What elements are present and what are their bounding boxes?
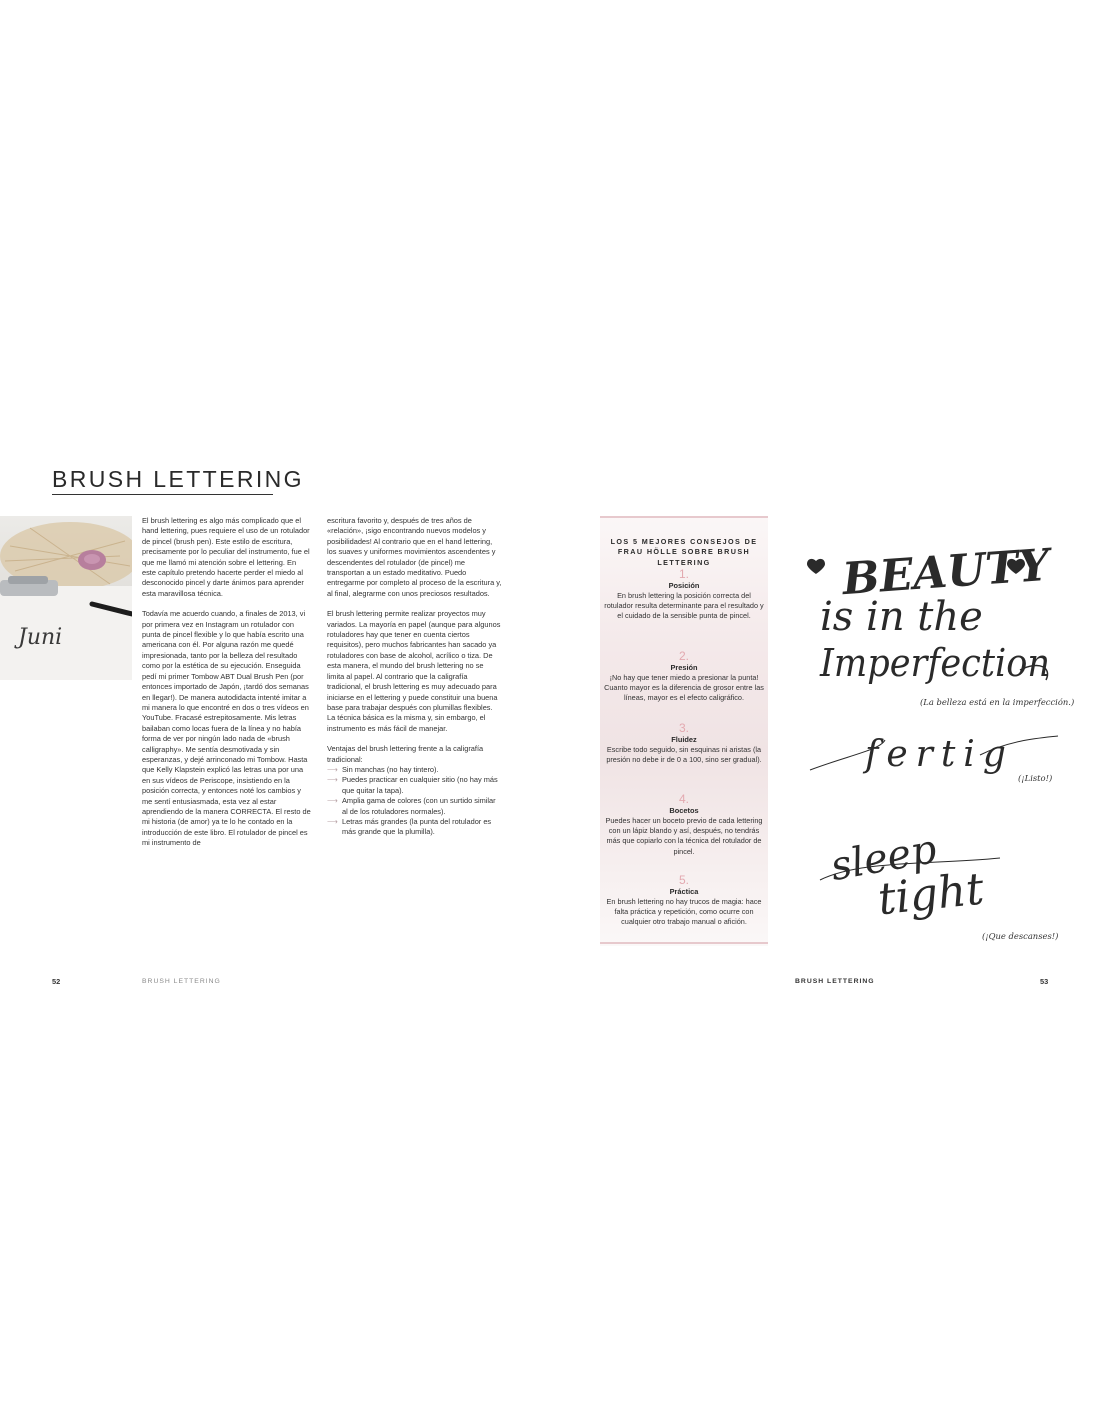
page-number-left: 52 [52,977,61,986]
paragraph: El brush lettering es algo más complicado que el hand lettering, pues requiere el uso de un rotulador de pincel (brush pen). Este estilo de escritura, precisamente por lo peculiar del instrumento, fue el que me llamó mi atención sobre el lettering. En este capítulo pretendo hacerte perder el miedo al desconocido pincel y darte ánimos para aprender esta maravillosa técnica. [142,516,310,598]
tips-top-rule [600,516,768,518]
list-item: ⟶ Amplia gama de colores (con un surtido similar al de los rotuladores normales). [327,796,496,816]
tip-number: 2. [678,649,689,663]
tip-text: Puedes hacer un boceto previo de cada lettering con un lápiz blando y así, después, no tendrás más que copiarlo con la técnica del rotulador de pincel. [605,816,763,856]
tip-item [602,722,766,765]
tips-title: LOS 5 MEJORES CONSEJOS DE FRAU HÖLLE SOBRE BRUSH LETTERING [610,537,758,567]
tip-item [602,650,766,704]
lettering-artwork [790,510,1070,960]
lettering-tight: tight [875,863,987,926]
photo-text: Juni [18,625,63,650]
tip-number: 4. [678,792,689,806]
list-item: ⟶ Sin manchas (no hay tintero). [327,764,439,774]
photo-clipboard-lettering [0,516,132,680]
advantages-list [327,765,502,838]
lettering-beauty: BEAUTY [840,539,1052,606]
list-item: ⟶ Puedes practicar en cualquier sitio (no hay más que quitar la tapa). [327,775,498,795]
lettering-sleep: sleep [827,826,940,891]
tip-item [602,874,766,928]
lettering-imperfection: Imperfection [819,641,1050,685]
tip-heading: Bocetos [669,806,699,815]
caption-sleep-tight: (¡Que descanses!) [982,931,1059,941]
tip-heading: Fluidez [671,735,697,744]
tip-text: Escribe todo seguido, sin esquinas ni aristas (la presión no debe ir de 0 a 100, sino ser gradual). [606,745,762,765]
tip-number: 3. [678,721,689,735]
tip-text: En brush lettering no hay trucos de magia: hace falta práctica y repetición, como ocurre con cualquier otro trabajo manual o afición. [606,897,762,927]
paragraph: Todavía me acuerdo cuando, a finales de 2013, vi por primera vez en Instagram un rotulador con punta de pincel flexible y lo que había escrito una americana con él. Por alguna razón me quedé impresionada, tanto por la belleza del resultado como por la estética de su ejecución. Enseguida pedí mi primer Tombow ABT Dual Brush Pen (por entonces importado de Japón, ¡tardó dos semanas en llegar!). De manera autodidacta intenté imitar a mi manera lo que encontré en dos o tres vídeos en YouTube. Fracasé estrepitosamente. Mis letras bailaban como locas fuera de la línea y no había forma de ver por ningún lado nada de «brush calligraphy». Me sentía desmotivada y sin esperanzas, y dejé arrinconado mi Tombow. Hasta que Kelly Klapstein explicó las letras una por una en sus vídeos de Periscope, insistiendo en la posición correcta, y entonces noté los cambios y me sentí entusiasmada, esta vez al estar aprendiendo de la manera CORRECTA. El resto de mi historia (de amor) ya te lo he contado en la introducción de este libro. El rotulador de pincel es mi instrumento de [142,609,311,848]
lettering-svg [790,510,1070,960]
tip-item [602,568,766,622]
arrow-icon: ⟶ [327,764,338,774]
paragraph: El brush lettering permite realizar proyectos muy variados. La mayoría en papel (aunque para algunos rotuladores hay que tener en cuenta ciertos requisitos), pero muchos fabricantes han sacado ya rotuladores con base de alcohol, acrílico o tiza. De esta manera, el mundo del brush lettering no se limita al papel. Al contrario que la caligrafía tradicional, el brush lettering es muy adecuado para iniciarse en el lettering y puede constituir una buena base para trabajar después con plumillas flexibles. La técnica básica es la misma y, sin embargo, el instrumento es más fácil de manejar. [327,609,501,733]
tip-item [602,793,766,857]
paragraph: escritura favorito y, después de tres años de «relación», ¡sigo encontrando nuevos modelos y posibilidades! Al contrario que en el hand lettering, los suaves y uniformes movimientos ascendentes y descendentes del rotulador (de pincel) me transportan a un estado meditativo. Puedo entregarme por completo al proceso de la escritura y, al final, alegrarme con unos preciosos resultados. [327,516,502,598]
title-underline [52,494,273,495]
tip-text: En brush lettering la posición correcta del rotulador resulta determinante para el resultado y el cuidado de la sensible punta de pincel. [604,591,764,621]
heart-icon [807,559,825,574]
tip-number: 1. [678,567,689,581]
tips-box [600,516,768,946]
running-head-left: BRUSH LETTERING [142,978,221,985]
page-title: BRUSH LETTERING [52,466,304,492]
list-item: ⟶ Letras más grandes (la punta del rotulador es más grande que la plumilla). [327,816,492,837]
arrow-icon: ⟶ [327,775,338,785]
tip-heading: Presión [670,663,698,672]
lettering-fertig: fertig [865,734,1014,775]
tip-text: ¡No hay que tener miedo a presionar la punta! Cuanto mayor es la diferencia de grosor entre las líneas, mayor es el efecto caligráfico. [604,673,764,703]
arrow-icon: ⟶ [327,816,338,826]
page-number-right: 53 [1040,977,1049,986]
tips-bottom-rule [600,942,768,944]
tip-heading: Posición [668,581,700,590]
tip-number: 5. [678,873,689,887]
arrow-icon: ⟶ [327,796,338,806]
advantages-intro: Ventajas del brush lettering frente a la caligrafía tradicional: [327,744,484,764]
lettering-is-in-the: is in the [820,594,983,640]
tip-heading: Práctica [669,887,699,896]
body-column-2 [327,516,502,838]
caption-beauty: (La belleza está en la imperfección.) [920,697,1075,707]
photo-illustration [0,516,132,680]
running-head-right: BRUSH LETTERING [795,978,875,985]
body-column-1 [142,516,312,859]
caption-fertig: (¡Listo!) [1018,773,1053,783]
